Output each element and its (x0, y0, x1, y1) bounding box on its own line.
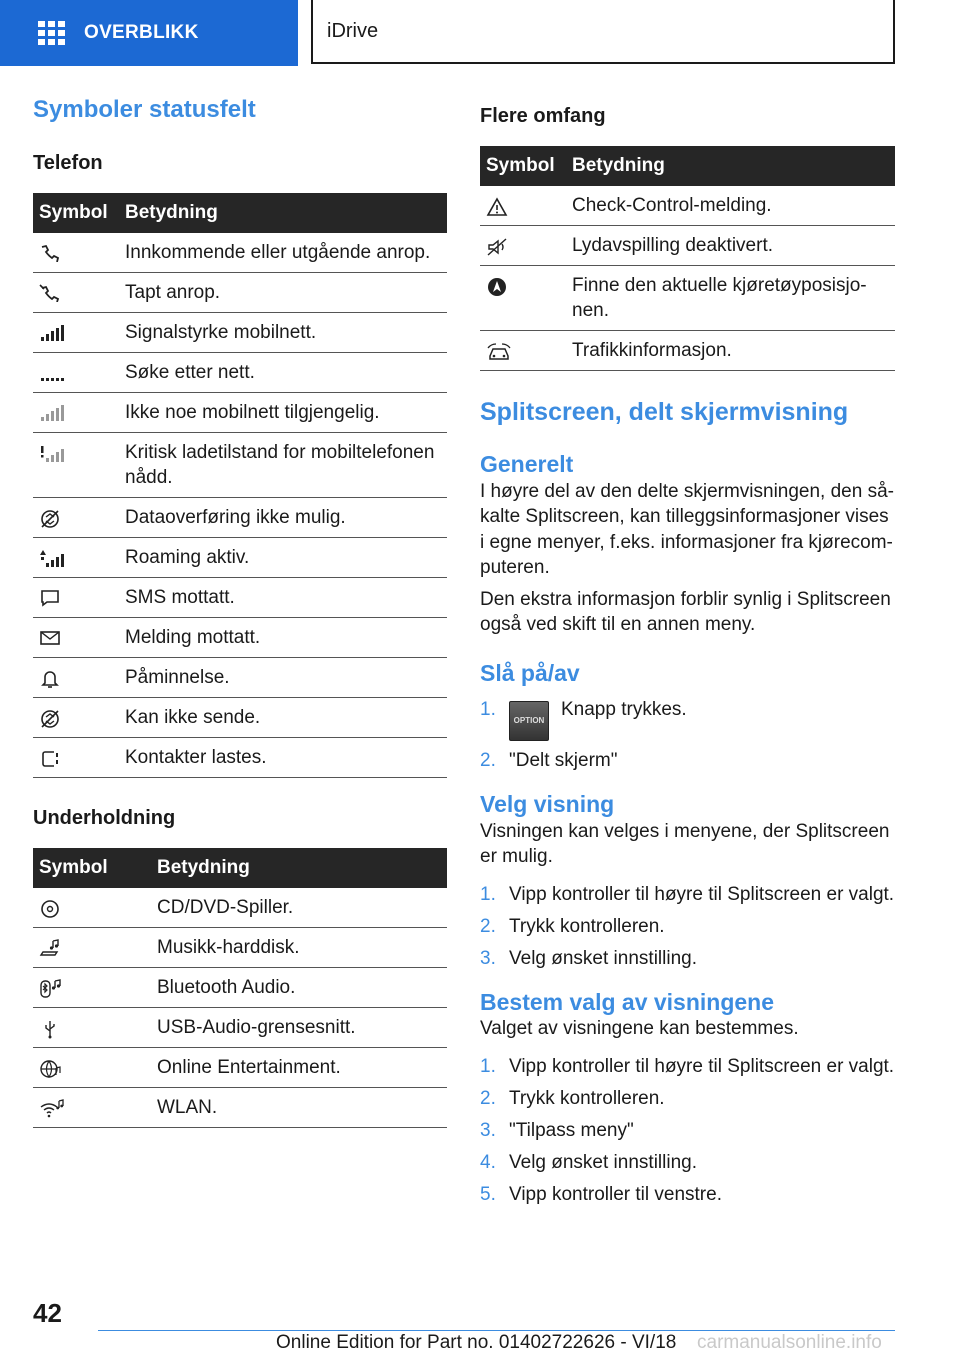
col-symbol: Symbol (480, 146, 566, 186)
list-item: 2. "Delt skjerm" (480, 750, 618, 772)
list-item: 4. Velg ønsket innstilling. (480, 1151, 697, 1173)
col-symbol: Symbol (33, 848, 151, 888)
row-meaning: Musikk-harddisk. (151, 927, 447, 967)
row-meaning: Søke etter nett. (119, 352, 447, 392)
onoff-steps (480, 697, 895, 773)
top-bar (0, 0, 960, 66)
table-row (33, 392, 447, 432)
list-item: 1. Vipp kontroller til høyre til Splitscreen er valgt. (480, 883, 895, 905)
page-number: 42 (33, 1298, 62, 1328)
table-row (33, 617, 447, 657)
row-meaning: Check-Control-melding. (566, 186, 895, 226)
footer-divider (98, 1330, 895, 1331)
cannot-send-icon (39, 709, 61, 729)
entertainment-symbol-table (33, 848, 447, 1128)
general-paragraph-1: I høyre del av den delte skjermvisningen, den så-kalte Splitscreen, kan tilleggsinformasjoner vises i egne menyer, f.eks. informasjoner fra kjørecom-puteren. (480, 480, 894, 579)
table-row (33, 1047, 447, 1087)
position-icon (486, 277, 508, 297)
table-row (33, 497, 447, 537)
table-row (33, 1007, 447, 1047)
mute-icon (486, 237, 510, 257)
row-meaning: Kan ikke sende. (119, 697, 447, 737)
cd-icon (39, 899, 61, 919)
onoff-heading: Slå på/av (480, 659, 580, 686)
table-row (480, 266, 895, 331)
determine-intro: Valget av visningene kan bestemmes. (480, 1018, 799, 1040)
row-meaning: Roaming aktiv. (119, 537, 447, 577)
table-row (480, 331, 895, 371)
phone-symbol-table (33, 193, 447, 778)
col-meaning: Betydning (566, 146, 895, 186)
option-button-icon: OPTION (509, 701, 549, 741)
view-heading: Velg visning (480, 791, 615, 818)
list-item: 2. Trykk kontrolleren. (480, 1087, 665, 1109)
table-row (33, 657, 447, 697)
table-row (480, 226, 895, 266)
list-item: 1. Vipp kontroller til høyre til Splitscreen er valgt. (480, 1055, 895, 1077)
splitscreen-title: Splitscreen, delt skjermvisning (480, 398, 849, 426)
low-battery-icon (39, 444, 67, 466)
row-meaning: Melding mottatt. (119, 617, 447, 657)
table-row (33, 233, 447, 273)
table-row (33, 737, 447, 777)
step-text: Trykk kontrolleren. (509, 1087, 665, 1109)
roaming-icon (39, 549, 67, 569)
list-item: 2. Trykk kontrolleren. (480, 915, 665, 937)
col-symbol: Symbol (33, 193, 119, 233)
step-text: Knapp trykkes. (561, 699, 687, 721)
no-network-icon (39, 404, 67, 422)
row-meaning: SMS mottatt. (119, 577, 447, 617)
table-row (33, 967, 447, 1007)
row-meaning: CD/DVD-Spiller. (151, 888, 447, 928)
table-row (33, 1087, 447, 1127)
col-meaning: Betydning (151, 848, 447, 888)
row-meaning: Tapt anrop. (119, 272, 447, 312)
bluetooth-audio-icon (39, 979, 63, 999)
step-text: Vipp kontroller til høyre til Splitscreen er valgt. (509, 1055, 895, 1077)
sms-icon (39, 589, 61, 607)
row-meaning: Innkommende eller utgående anrop. (119, 233, 447, 273)
general-paragraph-2: Den ekstra informasjon forblir synlig i Splitscreen også ved skift til en annen meny. (480, 588, 891, 636)
right-column (480, 104, 895, 1214)
row-meaning: Bluetooth Audio. (151, 967, 447, 1007)
table-row (33, 352, 447, 392)
row-meaning: Trafikkinformasjon. (566, 331, 895, 371)
row-meaning: Lydavspilling deaktivert. (566, 226, 895, 266)
row-meaning: Signalstyrke mobilnett. (119, 312, 447, 352)
table-row (33, 312, 447, 352)
list-item: 5. Vipp kontroller til venstre. (480, 1183, 722, 1205)
row-meaning: USB-Audio-grensesnitt. (151, 1007, 447, 1047)
step-text: Trykk kontrolleren. (509, 915, 665, 937)
table-row (33, 537, 447, 577)
step-text: Vipp kontroller til venstre. (509, 1183, 722, 1205)
step-text: Velg ønsket innstilling. (509, 1151, 697, 1173)
table-row (33, 272, 447, 312)
entertainment-heading: Underholdning (33, 806, 176, 829)
row-meaning: Kontakter lastes. (119, 737, 447, 777)
step-text: Velg ønsket innstilling. (509, 947, 697, 969)
phone-handset-icon (39, 244, 61, 262)
step-text: "Tilpass meny" (509, 1119, 634, 1141)
warning-triangle-icon (486, 197, 508, 217)
row-meaning: WLAN. (151, 1087, 447, 1127)
no-data-icon (39, 509, 61, 529)
list-item: 3. "Tilpass meny" (480, 1119, 634, 1141)
usb-icon (39, 1019, 61, 1039)
table-row (33, 432, 447, 497)
watermark: carmanualsonline.info (697, 1332, 882, 1353)
row-meaning: Ikke noe mobilnett tilgjengelig. (119, 392, 447, 432)
signal-strength-icon (39, 324, 67, 342)
grid-icon (38, 21, 66, 45)
overview-tab[interactable] (0, 0, 298, 66)
row-meaning: Online Entertainment. (151, 1047, 447, 1087)
overview-tab-label: OVERBLIKK (84, 22, 199, 43)
online-entertainment-icon (39, 1059, 63, 1079)
wlan-icon (39, 1099, 65, 1119)
contacts-loading-icon (39, 749, 61, 769)
row-meaning: Finne den aktuelle kjøretøyposisjo-nen. (566, 266, 895, 331)
status-symbols-title: Symboler statusfelt (33, 96, 256, 123)
determine-steps (480, 1054, 895, 1207)
col-meaning: Betydning (119, 193, 447, 233)
bell-icon (39, 669, 61, 689)
mail-icon (39, 629, 61, 647)
section-tab-label: iDrive (327, 19, 379, 42)
network-search-icon (39, 364, 67, 382)
determine-heading: Bestem valg av visningene (480, 988, 775, 1015)
row-meaning: Påminnelse. (119, 657, 447, 697)
missed-call-icon (39, 284, 61, 302)
more-symbol-table (480, 146, 895, 371)
table-row (33, 577, 447, 617)
phone-heading: Telefon (33, 151, 103, 174)
row-meaning: Dataoverføring ikke mulig. (119, 497, 447, 537)
list-item: 3. Velg ønsket innstilling. (480, 947, 697, 969)
view-steps (480, 882, 895, 971)
view-intro: Visningen kan velges i menyene, der Splitscreen er mulig. (480, 820, 890, 868)
left-column (33, 96, 447, 1128)
section-tab[interactable] (311, 0, 895, 64)
list-item: 1. OPTIONKnapp trykkes. (480, 697, 895, 741)
step-text: Vipp kontroller til høyre til Splitscreen er valgt. (509, 883, 895, 905)
general-heading: Generelt (480, 451, 574, 477)
row-meaning: Kritisk ladetilstand for mobiltelefonen nådd. (119, 432, 447, 497)
traffic-info-icon (486, 342, 514, 362)
more-heading: Flere omfang (480, 105, 606, 127)
table-row (33, 697, 447, 737)
table-row (480, 186, 895, 226)
step-text: "Delt skjerm" (509, 750, 618, 772)
table-row (33, 888, 447, 928)
table-row (33, 927, 447, 967)
footer-edition: Online Edition for Part no. 01402722626 - VI/18 (276, 1332, 677, 1353)
hard-disk-music-icon (39, 939, 63, 959)
